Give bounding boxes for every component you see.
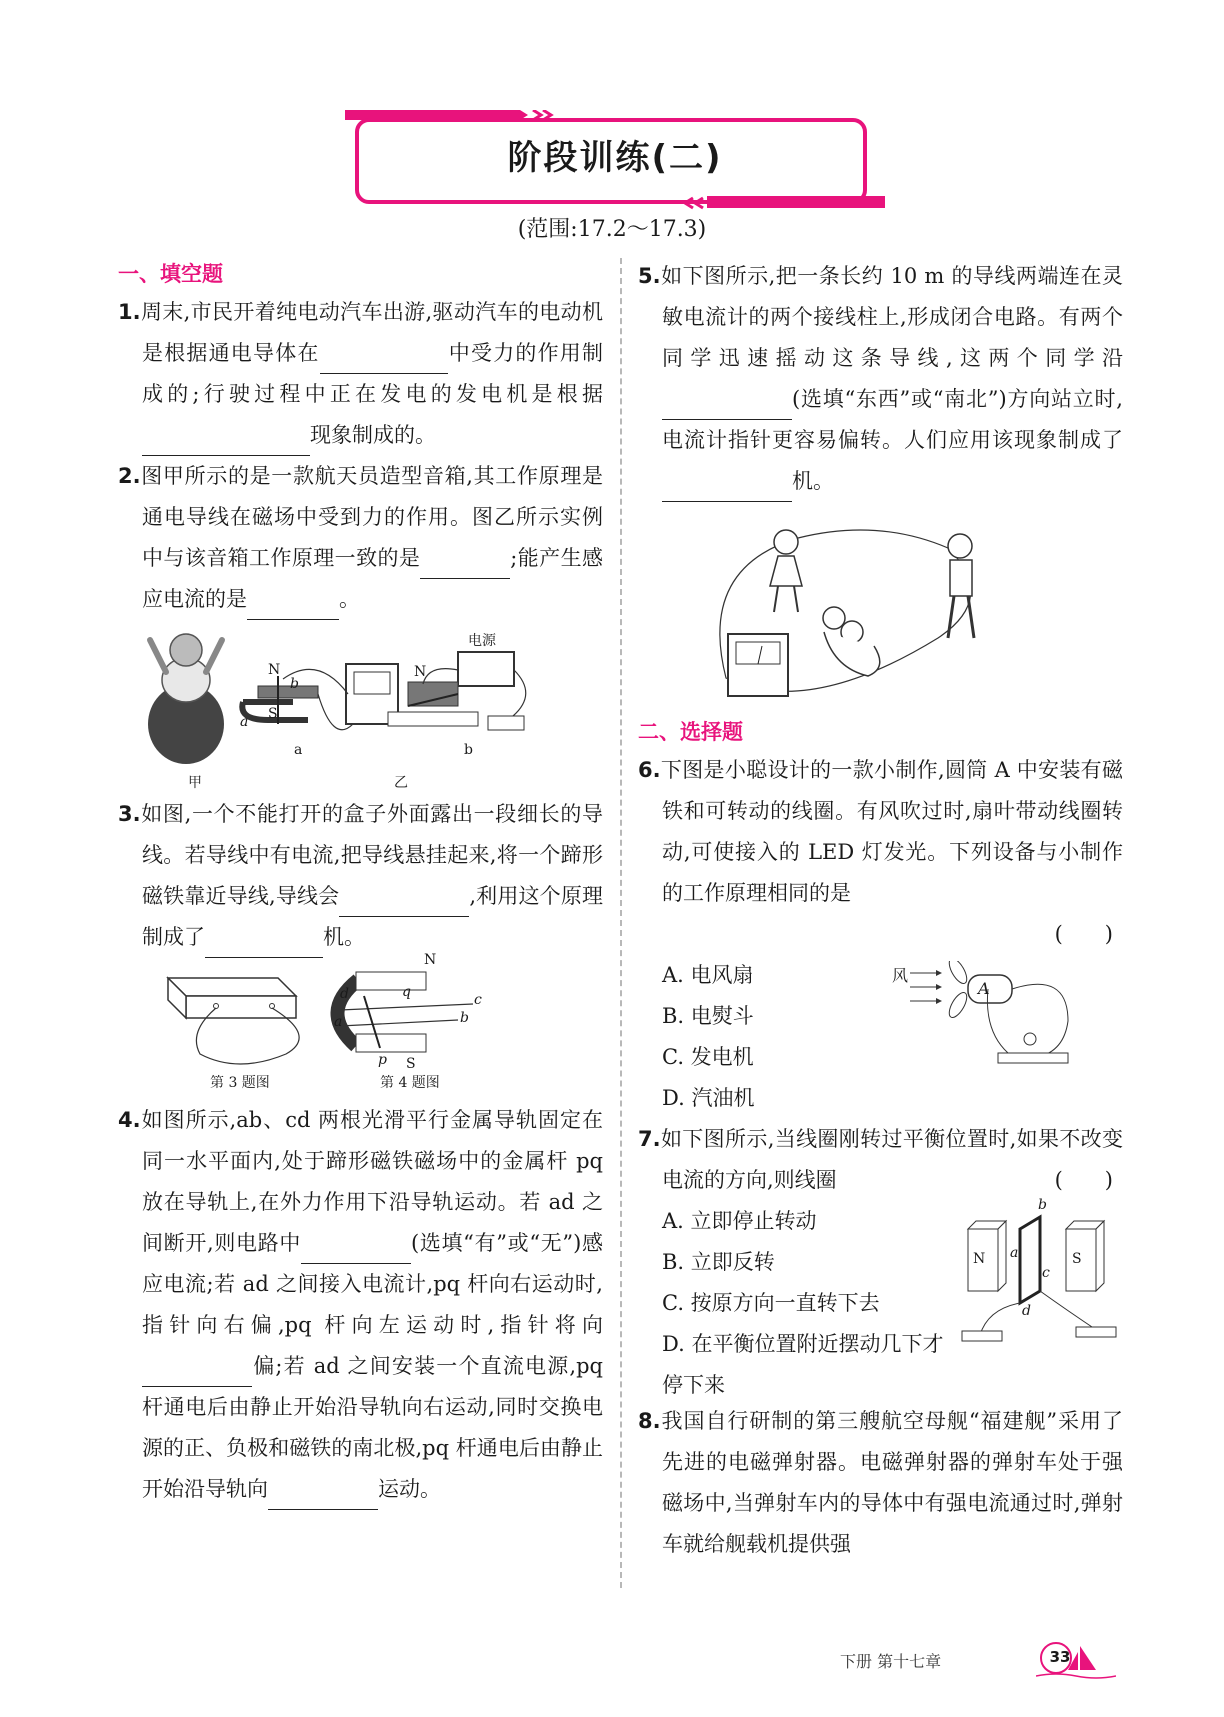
- q6-text-a: 下图是小聪设计的一款小制作,圆筒 A 中安装有磁铁和可转动的线圈。有风吹过时,扇叶带动线圈转动,可使接入的 LED 灯发光。下列设备与小制作的工作原理相同的是: [660, 758, 1123, 905]
- question-3: [118, 794, 603, 958]
- q4-number: 4.: [118, 1108, 141, 1132]
- q3-text-b: ,利用这个原理制成了: [142, 884, 603, 949]
- q5-figure: [638, 508, 1123, 708]
- q2-label-jia: 甲: [188, 775, 202, 791]
- right-column: [638, 256, 1123, 1565]
- q4-blank-1[interactable]: [301, 1233, 411, 1264]
- q4-label-d: d: [340, 986, 349, 1002]
- q4-label-N: N: [424, 952, 437, 968]
- q1-number: 1.: [118, 300, 141, 324]
- q6-label-A: A: [978, 979, 990, 998]
- q3-q4-figure-drawing: [118, 962, 603, 1100]
- q2-label-lb-a: b: [290, 676, 299, 692]
- q5-boy-head: [948, 534, 972, 558]
- question-2: [118, 456, 603, 620]
- q5-number: 5.: [638, 264, 661, 288]
- q2-text-a: 图甲所示的是一款航天员造型音箱,其工作原理是通电导线在磁场中受到力的作用。图乙所示实例中与该音箱工作原理一致的是: [140, 464, 603, 570]
- q6-number: 6.: [638, 758, 661, 782]
- q7-option-b[interactable]: B. 立即反转: [662, 1250, 775, 1274]
- question-7: [638, 1119, 1123, 1201]
- q5-text-b: (选填“东西”或“南北”)方向站立时,电流计指针更容易偏转。人们应用该现象制成了: [662, 387, 1123, 452]
- q4-caption: 第 4 题图: [380, 1075, 440, 1091]
- q2-blank-1[interactable]: [420, 548, 510, 579]
- range-note: (范围:17.2～17.3): [517, 217, 707, 242]
- q6-answer-paren[interactable]: ( ): [1054, 922, 1113, 946]
- q4-label-S: S: [406, 1056, 416, 1072]
- q7-option-a[interactable]: A. 立即停止转动: [662, 1209, 817, 1233]
- q7-label-N: N: [973, 1251, 986, 1267]
- q1-text-b: 中受力的作用制成的;行驶过程中正在发电的发电机是根据: [142, 341, 604, 406]
- q7-option-c[interactable]: C. 按原方向一直转下去: [662, 1291, 880, 1315]
- q4-label-p: p: [378, 1052, 387, 1068]
- q7-answer-paren[interactable]: ( ): [1054, 1168, 1113, 1192]
- question-8: [638, 1401, 1123, 1565]
- q3-text-c: 机。: [323, 925, 365, 949]
- q4-blank-3[interactable]: [268, 1479, 378, 1510]
- q2-blank-2[interactable]: [247, 589, 339, 620]
- q2-label-power: 电源: [468, 633, 496, 649]
- q5-blank-1[interactable]: [662, 389, 792, 420]
- q7-label-a: a: [1010, 1245, 1019, 1261]
- q5-blank-2[interactable]: [662, 471, 792, 502]
- q7-figure-drawing: [958, 1199, 1118, 1349]
- q2-figure: [118, 624, 603, 794]
- q8-text-a: 我国自行研制的第三艘航空母舰“福建舰”采用了先进的电磁弹射器。电磁弹射器的弹射车处于强磁场中,当弹射车内的导体中有强电流通过时,弹射车就给舰载机提供强: [660, 1409, 1123, 1556]
- q6-option-a[interactable]: A. 电风扇: [662, 963, 754, 987]
- q3-number: 3.: [118, 802, 141, 826]
- q4-text-a: 如图所示,ab、cd 两根光滑平行金属导轨固定在同一水平面内,处于蹄形磁铁磁场中的金属杆 pq 放在导轨上,在外力作用下沿导轨运动。若 ad 之间断开,则电路中: [140, 1108, 603, 1255]
- q7-options-area: [638, 1197, 1123, 1397]
- q4-label-q: q: [402, 984, 411, 1000]
- q7-label-d: d: [1022, 1303, 1031, 1319]
- q4-label-a: a: [334, 1014, 343, 1030]
- q2-text-b: ;能产生感应电流的是: [142, 546, 604, 611]
- q7-label-S: S: [1072, 1251, 1082, 1267]
- q6-option-d[interactable]: D. 汽油机: [662, 1086, 755, 1110]
- q5-girl-head: [774, 530, 798, 554]
- q3-blank-2[interactable]: [205, 927, 323, 958]
- q3-q4-figure: [118, 952, 603, 1100]
- question-5: [638, 256, 1123, 502]
- q4-text-c: 偏;若 ad 之间安装一个直流电源,pq 杆通电后由静止开始沿导轨向右运动,同时交换电源的正、负极和磁铁的南北极,pq 杆通电后由静止开始沿导轨向: [142, 1354, 603, 1501]
- q1-text-a: 周末,市民开着纯电动汽车出游,驱动汽车的电动机是根据通电导体在: [140, 300, 603, 365]
- page-title: 阶段训练(二): [507, 138, 723, 178]
- q7-option-d[interactable]: D. 在平衡位置附近摆动几下才停下来: [662, 1332, 944, 1397]
- q3-caption: 第 3 题图: [210, 1075, 270, 1091]
- q3-text-a: 如图,一个不能打开的盒子外面露出一段细长的导线。若导线中有电流,把导线悬挂起来,将一个蹄形磁铁靠近导线,导线会: [140, 802, 603, 908]
- q1-text-c: 现象制成的。: [310, 423, 436, 447]
- page-number-badge: [1040, 1640, 1080, 1676]
- q2-label-yi: 乙: [394, 775, 408, 791]
- q7-text-a: 如下图所示,当线圈刚转过平衡位置时,如果不改变电流的方向,则线圈: [660, 1127, 1123, 1192]
- q3-blank-1[interactable]: [339, 886, 469, 917]
- q7-number: 7.: [638, 1127, 661, 1151]
- q4-text-d: 运动。: [378, 1477, 441, 1501]
- question-6: [638, 750, 1123, 914]
- q7-label-c: c: [1042, 1265, 1050, 1281]
- q5-text-a: 如下图所示,把一条长约 10 m 的导线两端连在灵敏电流计的两个接线柱上,形成闭合电路。有两个同学迅速摇动这条导线,这两个同学沿: [660, 264, 1123, 370]
- q2-number: 2.: [118, 464, 141, 488]
- footer-chapter: 下册 第十七章: [840, 1652, 942, 1671]
- q4-blank-2[interactable]: [142, 1356, 252, 1387]
- q8-number: 8.: [638, 1409, 661, 1433]
- section-fill-title: 一、填空题: [118, 262, 223, 286]
- q5-figure-drawing: [638, 508, 1123, 708]
- question-1: [118, 292, 603, 456]
- q2-text-c: 。: [339, 587, 360, 611]
- q2-sub-a: a: [294, 742, 303, 758]
- q2-figure-drawing: [118, 624, 603, 794]
- q1-blank-1[interactable]: [320, 343, 448, 374]
- q2-label-S-a: S: [268, 706, 278, 722]
- q7-label-b: b: [1038, 1197, 1047, 1213]
- q6-label-wind: 风: [892, 966, 909, 985]
- section-choice-title: 二、选择题: [638, 720, 743, 744]
- q5-text-c: 机。: [792, 469, 834, 493]
- q6-option-c[interactable]: C. 发电机: [662, 1045, 754, 1069]
- q4-text-b: (选填“有”或“无”)感应电流;若 ad 之间接入电流计,pq 杆向右运动时,指针向右偏,pq 杆向左运动时,指针将向: [142, 1231, 603, 1337]
- q6-options-area: [638, 955, 1123, 1119]
- q2-astronaut-helmet: [170, 634, 202, 666]
- q2-sub-b: b: [464, 742, 473, 758]
- q2-label-N-a: N: [268, 662, 281, 678]
- q1-blank-2[interactable]: [142, 425, 310, 456]
- q2-label-la-a: a: [240, 714, 249, 730]
- left-column: [118, 256, 603, 1510]
- q4-label-c: c: [474, 992, 482, 1008]
- page-number: 33: [1049, 1648, 1071, 1666]
- title-banner: [345, 110, 885, 210]
- question-4: [118, 1100, 603, 1510]
- column-divider: [620, 258, 622, 1588]
- q2-label-N-b: N: [414, 664, 427, 680]
- q6-option-b[interactable]: B. 电熨斗: [662, 1004, 754, 1028]
- q4-label-b: b: [460, 1010, 469, 1026]
